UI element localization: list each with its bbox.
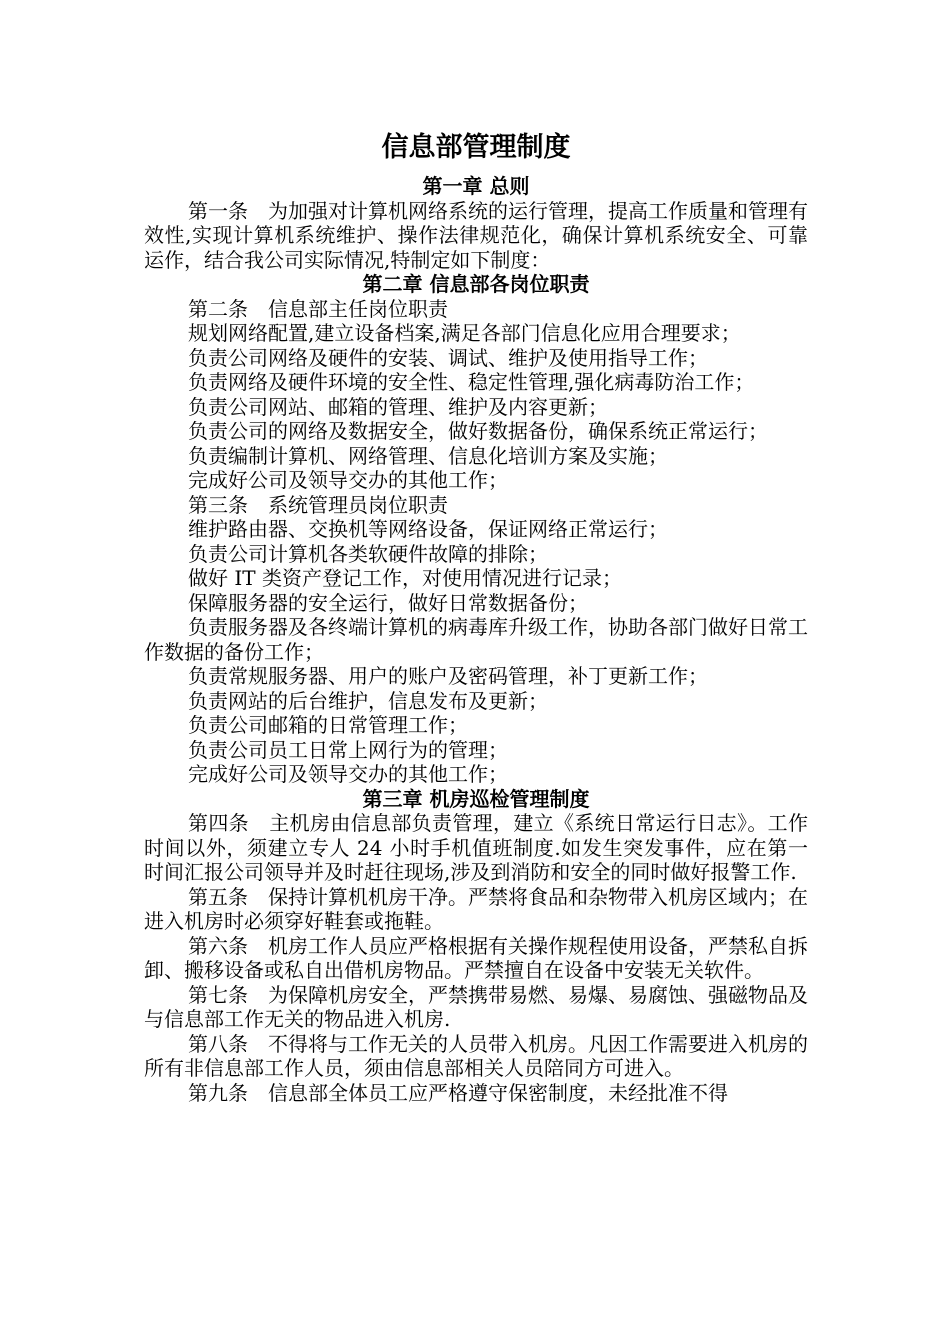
chapter-heading: 第三章 机房巡检管理制度 [362, 786, 590, 811]
article-paragraph: 负责网站的后台维护，信息发布及更新； [188, 688, 548, 713]
article-paragraph: 第三条 系统管理员岗位职责 [188, 492, 448, 517]
chapter-heading: 第二章 信息部各岗位职责 [362, 272, 590, 296]
article-paragraph: 负责公司员工日常上网行为的管理； [188, 737, 508, 762]
article-paragraph: 负责公司计算机各类软硬件故障的排除； [188, 541, 548, 566]
article-paragraph: 负责公司网络及硬件的安装、调试、维护及使用指导工作； [188, 345, 708, 370]
article-paragraph: 负责服务器及各终端计算机的病毒库升级工作，协助各部门做好日常工作数据的备份工作； [144, 615, 808, 664]
article-paragraph: 负责常规服务器、用户的账户及密码管理，补丁更新工作； [188, 664, 708, 688]
article-paragraph: 第七条 为保障机房安全，严禁携带易燃、易爆、易腐蚀、强磁物品及与信息部工作无关的物品进入机房. [144, 982, 808, 1031]
article-paragraph: 保障服务器的安全运行，做好日常数据备份； [188, 590, 588, 615]
article-paragraph: 第八条 不得将与工作无关的人员带入机房。凡因工作需要进入机房的所有非信息部工作人员，须由信息部相关人员陪同方可进入。 [144, 1031, 808, 1080]
article-paragraph: 负责网络及硬件环境的安全性、稳定性管理,强化病毒防治工作； [188, 370, 755, 394]
article-paragraph: 第四条 主机房由信息部负责管理，建立《系统日常运行日志》。工作时间以外，须建立专人 24 小时手机值班制度.如发生突发事件，应在第一时间汇报公司领导并及时赶往现场,涉及到消防和安全的同时做好报警工作. [144, 811, 808, 884]
article-paragraph: 完成好公司及领导交办的其他工作； [188, 762, 508, 786]
article-paragraph: 第九条 信息部全体员工应严格遵守保密制度，未经批准不得 [188, 1080, 728, 1105]
article-paragraph: 负责编制计算机、网络管理、信息化培训方案及实施； [188, 443, 668, 468]
chapter-heading: 第一章 总则 [422, 174, 530, 198]
article-paragraph: 维护路由器、交换机等网络设备，保证网络正常运行； [188, 517, 668, 541]
article-paragraph: 规划网络配置,建立设备档案,满足各部门信息化应用合理要求； [188, 321, 741, 345]
document-body [144, 174, 808, 1105]
article-paragraph: 第二条 信息部主任岗位职责 [188, 296, 448, 321]
article-paragraph: 负责公司网站、邮箱的管理、维护及内容更新； [188, 394, 608, 419]
document-title: 信息部管理制度 [381, 132, 571, 163]
document-page [144, 128, 808, 1105]
article-paragraph: 负责公司的网络及数据安全，做好数据备份，确保系统正常运行； [188, 419, 768, 443]
article-paragraph: 完成好公司及领导交办的其他工作； [188, 468, 508, 492]
article-paragraph: 第一条 为加强对计算机网络系统的运行管理，提高工作质量和管理有效性,实现计算机系统维护、操作法律规范化，确保计算机系统安全、可靠运作，结合我公司实际情况,特制定如下制度： [144, 198, 808, 272]
article-paragraph: 第五条 保持计算机机房干净。严禁将食品和杂物带入机房区域内；在进入机房时必须穿好鞋套或拖鞋。 [144, 884, 808, 933]
article-paragraph: 做好 IT 类资产登记工作，对使用情况进行记录； [188, 566, 622, 590]
article-paragraph: 负责公司邮箱的日常管理工作； [188, 713, 468, 737]
article-paragraph: 第六条 机房工作人员应严格根据有关操作规程使用设备，严禁私自拆卸、搬移设备或私自出借机房物品。严禁擅自在设备中安装无关软件。 [144, 933, 808, 982]
